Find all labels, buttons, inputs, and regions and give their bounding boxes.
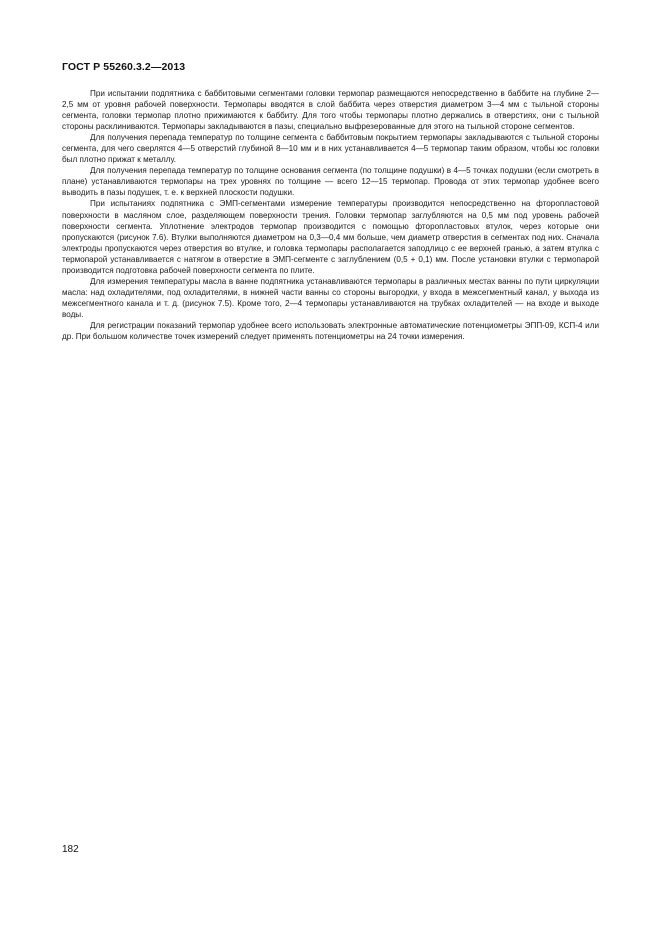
- paragraph-recording: Для регистрации показаний термопар удобнее всего использовать электронные автоматические потенциометры ЭПП-09, КСП-4 или др. При большом количестве точек измерений следует применять потенциометры на 24 точки измерения.: [62, 320, 599, 342]
- paragraph-emp-segments: При испытаниях подпятника с ЭМП-сегментами измерение температуры производится непосредственно на фторопластовой поверхности в масляном слое, разделяющем поверхности трения. Головки термопар заглубляются на 0,5 мм под уровень рабочей поверхности сегмента. Уплотнение электродов термопар производится с помощью фторопластовых втулок, через которые они пропускаются (рисунок 7.6). Втулки выполняются диаметром на 0,3—0,4 мм больше, чем диаметр отверстия в сегментах под них. Сначала электроды пропускаются через отверстия во втулке, и головка термопары располагается заподлицо с ее верхней гранью, а затем втулка с термопарой устанавливается с натягом в отверстие в ЭМП-сегменте с заглублением (0,5 + 0,1) мм. После установки втулки с термопарой производится подготовка рабочей поверхности сегмента по плите.: [62, 199, 599, 275]
- paragraph-temperature-gradient-base: Для получения перепада температур по толщине основания сегмента (по толщине подушки) в 4—5 точках подушки (если смотреть в плане) устанавливаются термопары на трех уровнях по толщине — всего 12—15 термопар. Провода от этих термопар удобнее всего выводить в пазы подушек, т. е. к верхней плоскости подушки.: [62, 166, 599, 198]
- paragraph-temperature-gradient-segment: Для получения перепада температур по толщине сегмента с баббитовым покрытием термопары закладываются с тыльной стороны сегмента, для чего сверлятся 4—5 отверстий глубиной 8—10 мм и в них устанавливается 4—5 термопар таким образом, чтобы юс головки был плотно прижат к металлу.: [62, 133, 599, 165]
- document-body: [62, 88, 599, 342]
- document-header: ГОСТ Р 55260.3.2—2013: [62, 61, 186, 73]
- page-number: 182: [62, 844, 79, 855]
- paragraph-oil-temperature: Для измерения температуры масла в ванне подпятника устанавливаются термопары в различных местах ванны по пути циркуляции масла: над охладителями, под охладителями, в нижней части ванны со стороны выгородки, у входа в межсегментный канал, у выхода из межсегментного канала и т. д. (рисунок 7.5). Кроме того, 2—4 термопары устанавливаются на трубках охладителей — на входе и выходе воды.: [62, 276, 599, 319]
- paragraph-babbitt-segments: При испытании подпятника с баббитовыми сегментами головки термопар размещаются непосредственно в баббите на глубине 2—2,5 мм от уровня рабочей поверхности. Термопары вводятся в слой баббита через отверстия диаметром 3—4 мм с тыльной стороны сегмента, головки термопар плотно прижимаются к баббиту. Для того чтобы термопары плотно держались в отверстиях, они с тыльной стороны расклиниваются. Термопары закладываются в пазы, специально выфрезерованные для этого на тыльной стороне сегментов.: [62, 89, 599, 132]
